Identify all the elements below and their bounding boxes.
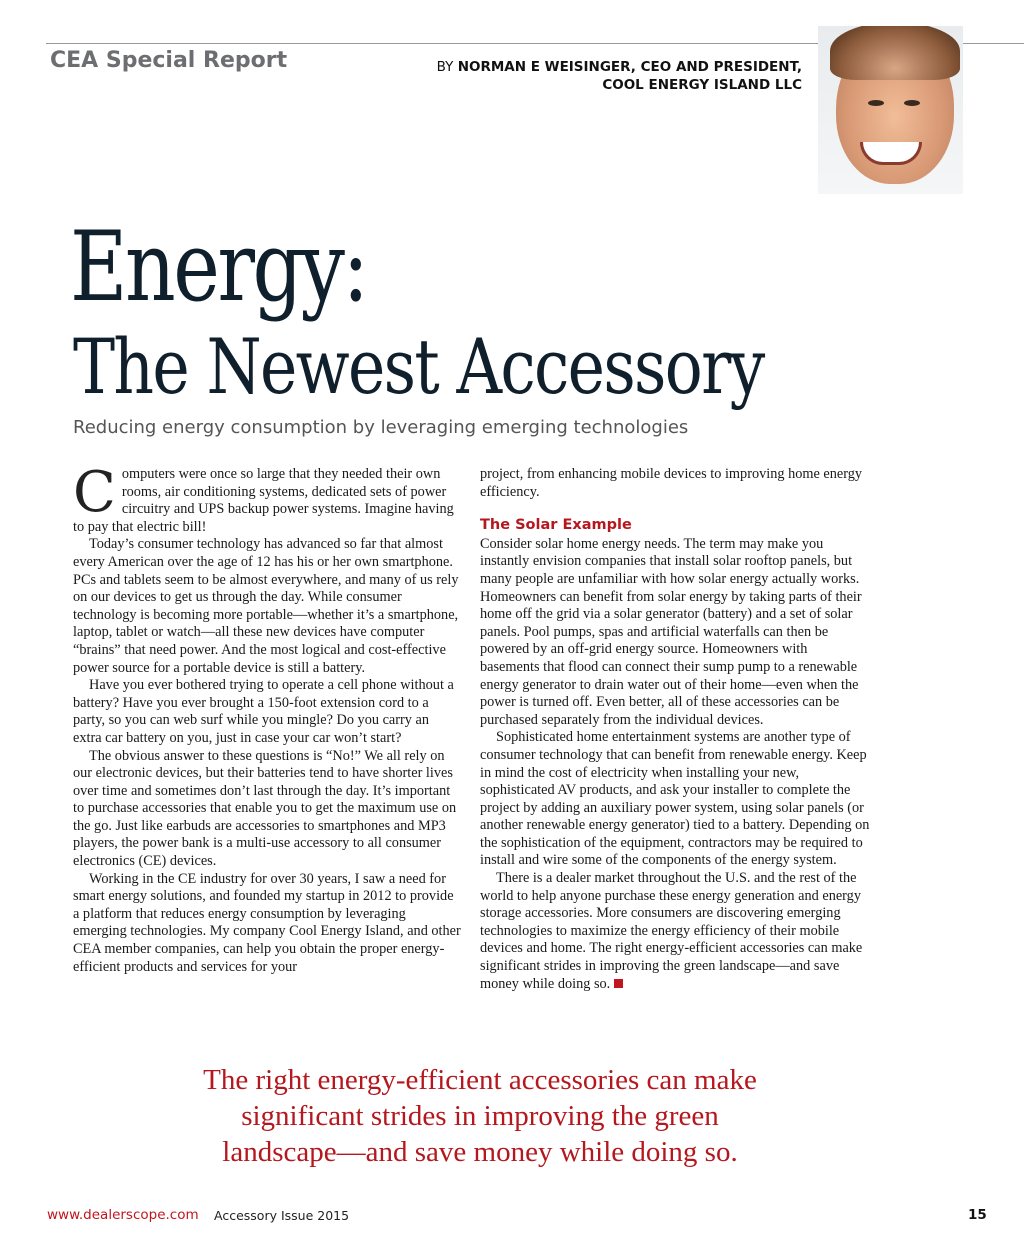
footer-website-link[interactable]: www.dealerscope.com xyxy=(47,1207,199,1223)
paragraph: Working in the CE industry for over 30 years, I saw a need for smart energy solutions, and founded my startup in 2012 to provide a platform that reduces energy consumption by leveraging emerging technologies. My company Cool Energy Island, and other CEA member companies, can help you obtain the proper energy-efficient products and services for your xyxy=(73,870,461,975)
paragraph: Sophisticated home entertainment systems are another type of consumer technology that can benefit from renewable energy. Keep in mind the cost of electricity when installing your new, sophisticated AV products, and ask your installer to complete the project by adding an auxiliary power system, using solar panels (or another renewable energy generator) tied to a battery. Depending on the sophistication of the equipment, contractors may be required to install and wire some of the components of the energy system. xyxy=(480,729,870,869)
page-number: 15 xyxy=(968,1207,987,1223)
byline-company: COOL ENERGY ISLAND LLC xyxy=(602,77,802,93)
paragraph: The obvious answer to these questions is “No!” We all rely on our electronic devices, but their batteries tend to have shorter lives over time and sometimes don’t last through the day. It’s important to purchase accessories that enable you to get the maximum use on the go. Just like earbuds are accessories to smartphones and MP3 players, the power bank is a multi-use accessory to all consumer electronics (CE) devices. xyxy=(73,747,457,870)
paragraph: Have you ever bothered trying to operate a cell phone without a battery? Have you ever brought a 150-foot extension cord to a party, so you can web surf while you mingle? Do you carry an extra car battery on you, just in case your car won’t start? xyxy=(73,677,454,746)
paragraph-text: There is a dealer market throughout the U.S. and the rest of the world to help anyone purchase these energy generation and energy storage accessories. More consumers are discovering emerging technologies to maximize the energy efficiency of their mobile devices and home. The right energy-efficient accessories can make significant strides in improving the green landscape—and save money while doing so. xyxy=(480,870,863,992)
byline xyxy=(437,58,802,94)
right-column xyxy=(480,466,870,993)
paragraph: Consider solar home energy needs. The term may make you instantly envision companies that install solar rooftop panels, but many people are unfamiliar with how solar energy actually works. Homeowners can benefit from solar energy by taking parts of their home off the grid via a solar generator (battery) and a set of solar panels. Pool pumps, spas and artificial waterfalls can then be powered by an off-grid energy source. Homeowners with basements that flood can connect their sump pump to a renewable energy generator to drain water out of their home—even when the power is turned off. Even better, all of these accessories can be purchased separately from the individual devices. xyxy=(480,535,862,728)
pull-quote xyxy=(80,1062,880,1170)
section-heading-solar: The Solar Example xyxy=(480,517,632,534)
paragraph-text: omputers were once so large that they needed their own rooms, air conditioning systems, dedicated sets of power circuitry and UPS backup power systems. Imagine having to pay that electric bill! xyxy=(73,466,454,535)
dropcap: C xyxy=(73,460,116,525)
end-mark-icon xyxy=(614,979,623,988)
pull-quote-line: The right energy-efficient accessories can make xyxy=(203,1064,757,1096)
left-column xyxy=(73,460,461,976)
article-subtitle: Reducing energy consumption by leveraging emerging technologies xyxy=(73,417,689,438)
pull-quote-line: significant strides in improving the green xyxy=(241,1100,719,1132)
byline-author: NORMAN E WEISINGER, CEO AND PRESIDENT, xyxy=(457,59,802,75)
paragraph: project, from enhancing mobile devices to improving home energy efficiency. xyxy=(480,466,863,500)
author-photo xyxy=(818,26,963,194)
section-label: CEA Special Report xyxy=(50,48,288,73)
article-title-line1: Energy: xyxy=(70,211,367,323)
article-title-line2: The Newest Accessory xyxy=(73,322,764,411)
paragraph xyxy=(480,870,870,993)
author-right-eye xyxy=(904,100,920,106)
author-hair xyxy=(830,26,960,80)
paragraph: Today’s consumer technology has advanced so far that almost every American over the age of 12 has his or her own smartphone. PCs and tablets seem to be almost everywhere, and many of us rely on our devices to get us through the day. While consumer technology is becoming more portable—whether it’s a smartphone, laptop, tablet or watch—all these new devices have computer “brains” that need power. And the most logical and cost-effective power source for a portable device is still a battery. xyxy=(73,536,459,676)
byline-by: BY xyxy=(436,59,454,75)
author-left-eye xyxy=(868,100,884,106)
footer-issue: Accessory Issue 2015 xyxy=(214,1208,350,1223)
paragraph xyxy=(73,460,461,536)
pull-quote-line: landscape—and save money while doing so. xyxy=(222,1136,738,1168)
